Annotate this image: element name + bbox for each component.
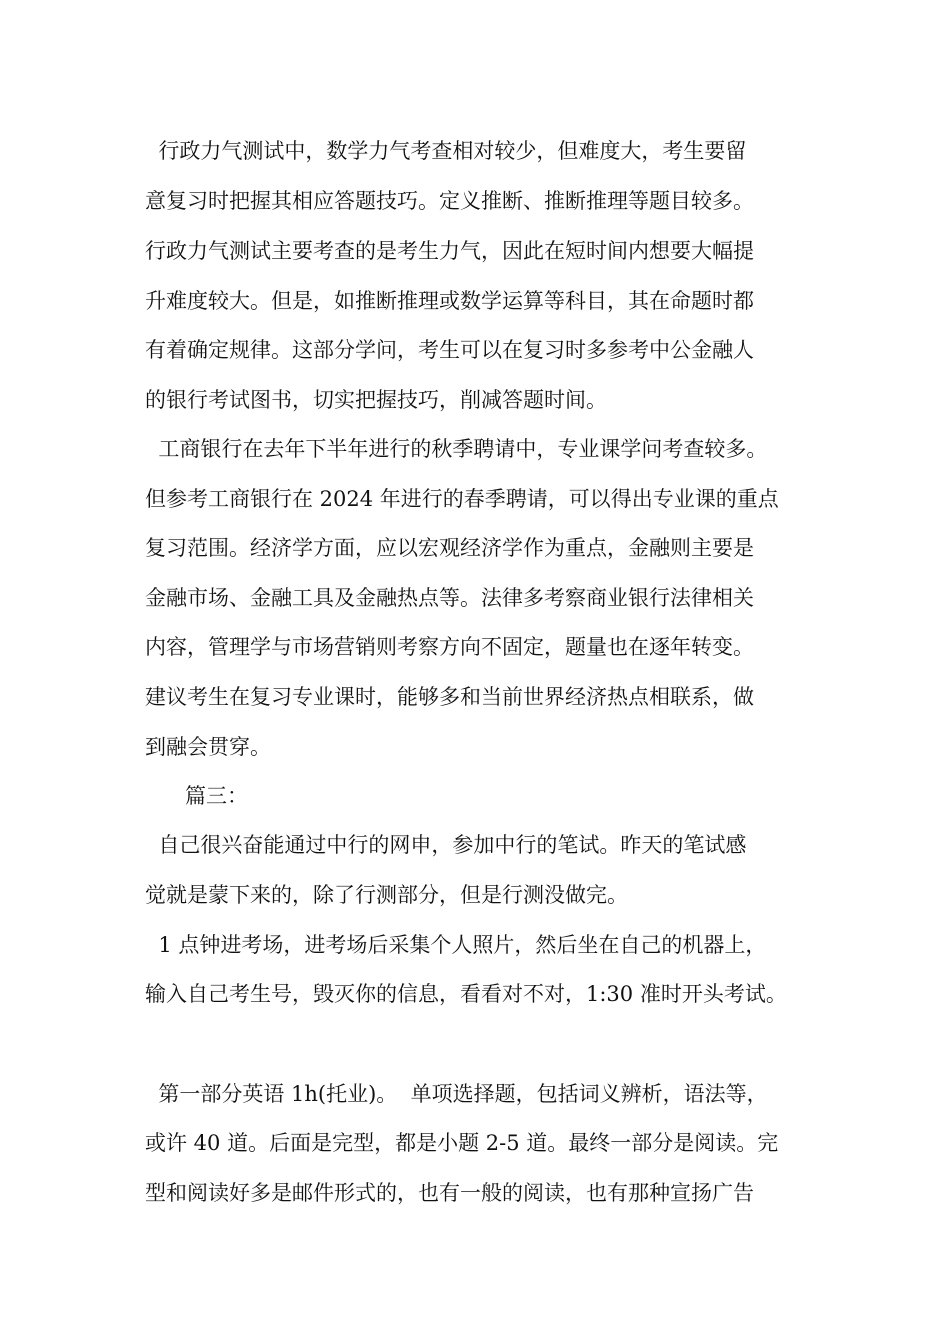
text-line: 内容，管理学与市场营销则考察方向不固定，题量也在逐年转变。 bbox=[145, 635, 754, 659]
text-line: 型和阅读好多是邮件形式的，也有一般的阅读，也有那种宣扬广告 bbox=[145, 1181, 754, 1205]
text-line: 自己很兴奋能通过中行的网申，参加中行的笔试。昨天的笔试感 bbox=[145, 833, 747, 857]
text-line: 但参考工商银行在 2024 年进行的春季聘请，可以得出专业课的重点 bbox=[145, 487, 779, 511]
text-line: 1 点钟进考场，进考场后采集个人照片，然后坐在自己的机器上， bbox=[145, 933, 767, 957]
text-line: 升难度较大。但是，如推断推理或数学运算等科目，其在命题时都 bbox=[145, 289, 754, 313]
text-line: 输入自己考生号，毁灭你的信息，看看对不对，1:30 准时开头考试。 bbox=[145, 982, 787, 1006]
text-line: 的银行考试图书，切实把握技巧，削减答题时间。 bbox=[145, 388, 607, 412]
text-line: 金融市场、金融工具及金融热点等。法律多考察商业银行法律相关 bbox=[145, 586, 754, 610]
text-line: 意复习时把握其相应答题技巧。定义推断、推断推理等题目较多。 bbox=[145, 189, 754, 213]
section-heading: 篇三： bbox=[145, 784, 249, 808]
text-line: 觉就是蒙下来的，除了行测部分，但是行测没做完。 bbox=[145, 883, 628, 907]
text-line: 建议考生在复习专业课时，能够多和当前世界经济热点相联系，做 bbox=[145, 685, 754, 709]
text-line: 行政力气测试中，数学力气考查相对较少，但难度大，考生要留 bbox=[145, 139, 747, 163]
text-line: 第一部分英语 1h(托业)。 单项选择题，包括词义辨析，语法等， bbox=[145, 1082, 768, 1106]
text-line: 有着确定规律。这部分学问，考生可以在复习时多参考中公金融人 bbox=[145, 338, 754, 362]
text-line: 行政力气测试主要考查的是考生力气，因此在短时间内想要大幅提 bbox=[145, 239, 754, 263]
text-line: 到融会贯穿。 bbox=[145, 735, 271, 759]
text-line: 复习范围。经济学方面，应以宏观经济学作为重点，金融则主要是 bbox=[145, 536, 754, 560]
text-line: 或许 40 道。后面是完型，都是小题 2-5 道。最终一部分是阅读。完 bbox=[145, 1131, 779, 1155]
text-line: 工商银行在去年下半年进行的秋季聘请中，专业课学问考查较多。 bbox=[145, 437, 768, 461]
